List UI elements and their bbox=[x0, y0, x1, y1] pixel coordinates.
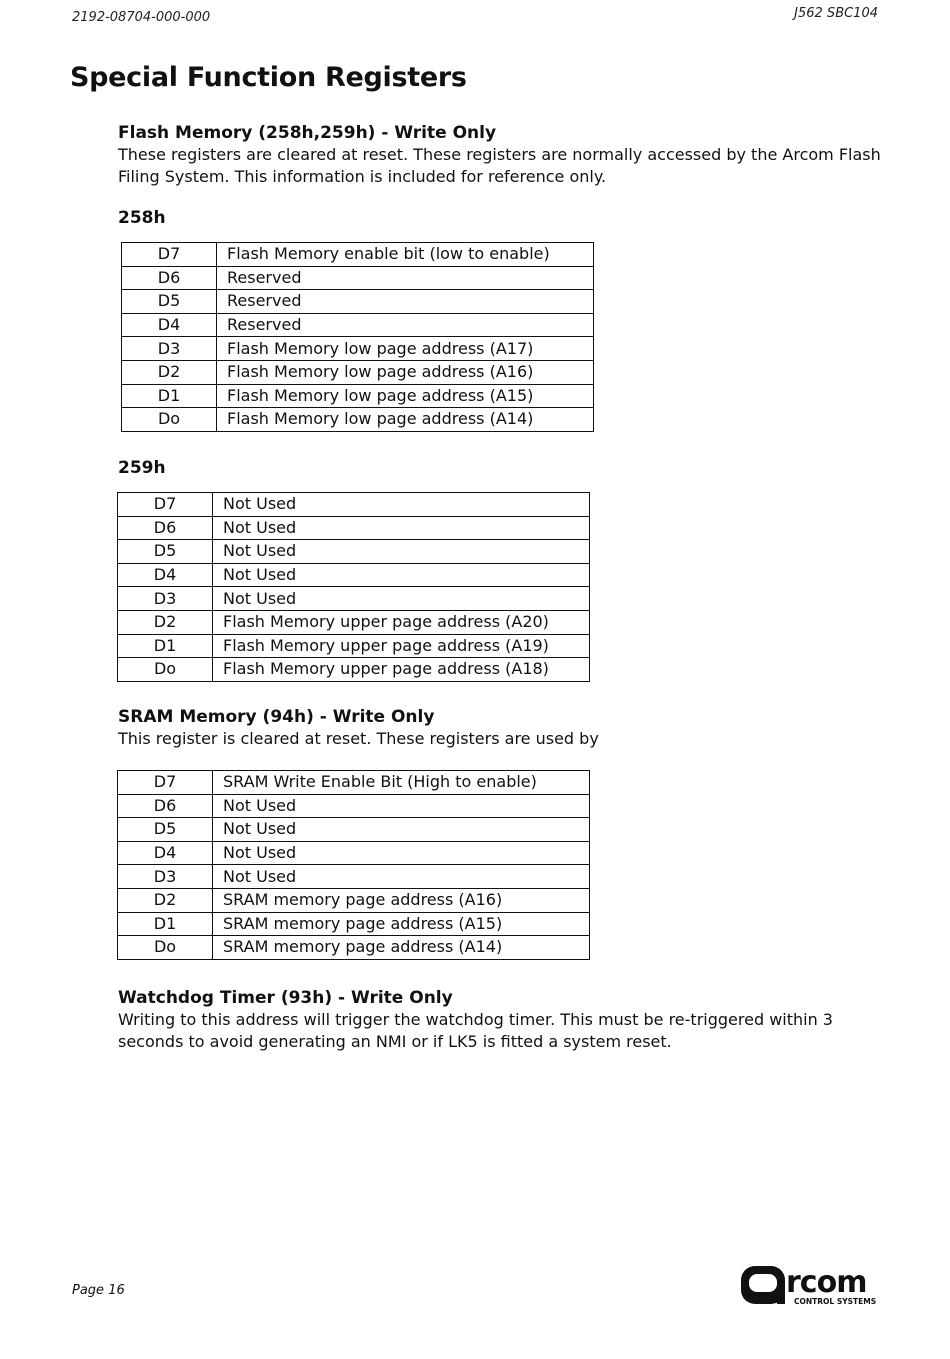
register-259h-table bbox=[117, 492, 590, 682]
register-row bbox=[118, 493, 590, 517]
bit-cell: D1 bbox=[122, 384, 217, 408]
register-row bbox=[118, 587, 590, 611]
register-row bbox=[118, 936, 590, 960]
register-row bbox=[118, 912, 590, 936]
register-row bbox=[122, 337, 594, 361]
description-cell: Not Used bbox=[213, 516, 590, 540]
register-row bbox=[122, 290, 594, 314]
watchdog-section bbox=[118, 987, 888, 1053]
bit-cell: D3 bbox=[118, 587, 213, 611]
description-cell: Not Used bbox=[213, 493, 590, 517]
description-cell: Flash Memory low page address (A17) bbox=[217, 337, 594, 361]
description-cell: Flash Memory enable bit (low to enable) bbox=[217, 243, 594, 267]
sram-description: This register is cleared at reset. These registers are used by bbox=[118, 729, 599, 748]
bit-cell: D1 bbox=[118, 912, 213, 936]
register-row bbox=[122, 266, 594, 290]
bit-cell: D7 bbox=[118, 493, 213, 517]
bit-cell: D1 bbox=[118, 634, 213, 658]
register-258h-table bbox=[121, 242, 594, 432]
sram-heading: SRAM Memory (94h) - Write Only bbox=[118, 707, 435, 727]
description-cell: Reserved bbox=[217, 266, 594, 290]
sram-register-table bbox=[117, 770, 590, 960]
description-cell: Flash Memory low page address (A16) bbox=[217, 360, 594, 384]
description-cell: SRAM memory page address (A16) bbox=[213, 888, 590, 912]
register-row bbox=[122, 384, 594, 408]
description-cell: Not Used bbox=[213, 587, 590, 611]
description-cell: Not Used bbox=[213, 818, 590, 842]
description-cell: Not Used bbox=[213, 841, 590, 865]
register-row bbox=[118, 865, 590, 889]
register-row bbox=[118, 634, 590, 658]
bit-cell: D6 bbox=[118, 794, 213, 818]
bit-cell: D7 bbox=[122, 243, 217, 267]
bit-cell: D4 bbox=[118, 563, 213, 587]
register-row bbox=[122, 243, 594, 267]
svg-text:CONTROL SYSTEMS: CONTROL SYSTEMS bbox=[794, 1297, 877, 1306]
register-row bbox=[118, 516, 590, 540]
register-row bbox=[118, 888, 590, 912]
register-258h-label: 258h bbox=[118, 208, 166, 228]
bit-cell: D2 bbox=[118, 610, 213, 634]
register-row bbox=[118, 610, 590, 634]
description-cell: Not Used bbox=[213, 563, 590, 587]
description-cell: Reserved bbox=[217, 290, 594, 314]
description-cell: Not Used bbox=[213, 865, 590, 889]
flash-section bbox=[118, 122, 888, 188]
register-row bbox=[118, 563, 590, 587]
bit-cell: D6 bbox=[118, 516, 213, 540]
bit-cell: D5 bbox=[118, 540, 213, 564]
description-cell: Flash Memory low page address (A15) bbox=[217, 384, 594, 408]
bit-cell: D7 bbox=[118, 771, 213, 795]
bit-cell: Do bbox=[118, 658, 213, 682]
bit-cell: D4 bbox=[122, 313, 217, 337]
bit-cell: D5 bbox=[122, 290, 217, 314]
bit-cell: D3 bbox=[122, 337, 217, 361]
register-row bbox=[118, 841, 590, 865]
product-name: J562 SBC104 bbox=[794, 6, 878, 21]
watchdog-description: Writing to this address will trigger the watchdog timer. This must be re-triggered within 3 seconds to avoid generating an NMI or if LK5 is fitted a system reset. bbox=[118, 1010, 833, 1051]
bit-cell: Do bbox=[118, 936, 213, 960]
flash-heading: Flash Memory (258h,259h) - Write Only bbox=[118, 123, 497, 143]
description-cell: Flash Memory low page address (A14) bbox=[217, 408, 594, 432]
bit-cell: D5 bbox=[118, 818, 213, 842]
bit-cell: D2 bbox=[122, 360, 217, 384]
bit-cell: D2 bbox=[118, 888, 213, 912]
register-259h-label: 259h bbox=[118, 458, 166, 478]
bit-cell: Do bbox=[122, 408, 217, 432]
flash-description: These registers are cleared at reset. These registers are normally accessed by the Arcom Flash Filing System. This information is included for reference only. bbox=[118, 145, 881, 186]
page-number: Page 16 bbox=[72, 1283, 125, 1298]
sram-section bbox=[118, 706, 888, 750]
description-cell: Flash Memory upper page address (A19) bbox=[213, 634, 590, 658]
register-row bbox=[122, 408, 594, 432]
description-cell: Not Used bbox=[213, 794, 590, 818]
register-row bbox=[122, 360, 594, 384]
register-row bbox=[118, 818, 590, 842]
description-cell: Reserved bbox=[217, 313, 594, 337]
description-cell: SRAM memory page address (A15) bbox=[213, 912, 590, 936]
bit-cell: D4 bbox=[118, 841, 213, 865]
description-cell: Not Used bbox=[213, 540, 590, 564]
description-cell: Flash Memory upper page address (A18) bbox=[213, 658, 590, 682]
bit-cell: D3 bbox=[118, 865, 213, 889]
register-row bbox=[122, 313, 594, 337]
page-title: Special Function Registers bbox=[70, 62, 467, 93]
register-row bbox=[118, 771, 590, 795]
arcom-logo-icon bbox=[740, 1262, 880, 1308]
register-row bbox=[118, 658, 590, 682]
watchdog-heading: Watchdog Timer (93h) - Write Only bbox=[118, 988, 453, 1008]
description-cell: SRAM Write Enable Bit (High to enable) bbox=[213, 771, 590, 795]
doc-number: 2192-08704-000-000 bbox=[72, 10, 211, 25]
bit-cell: D6 bbox=[122, 266, 217, 290]
svg-text:rcom: rcom bbox=[786, 1265, 867, 1300]
description-cell: Flash Memory upper page address (A20) bbox=[213, 610, 590, 634]
register-row bbox=[118, 794, 590, 818]
arcom-logo bbox=[740, 1262, 880, 1312]
description-cell: SRAM memory page address (A14) bbox=[213, 936, 590, 960]
register-row bbox=[118, 540, 590, 564]
